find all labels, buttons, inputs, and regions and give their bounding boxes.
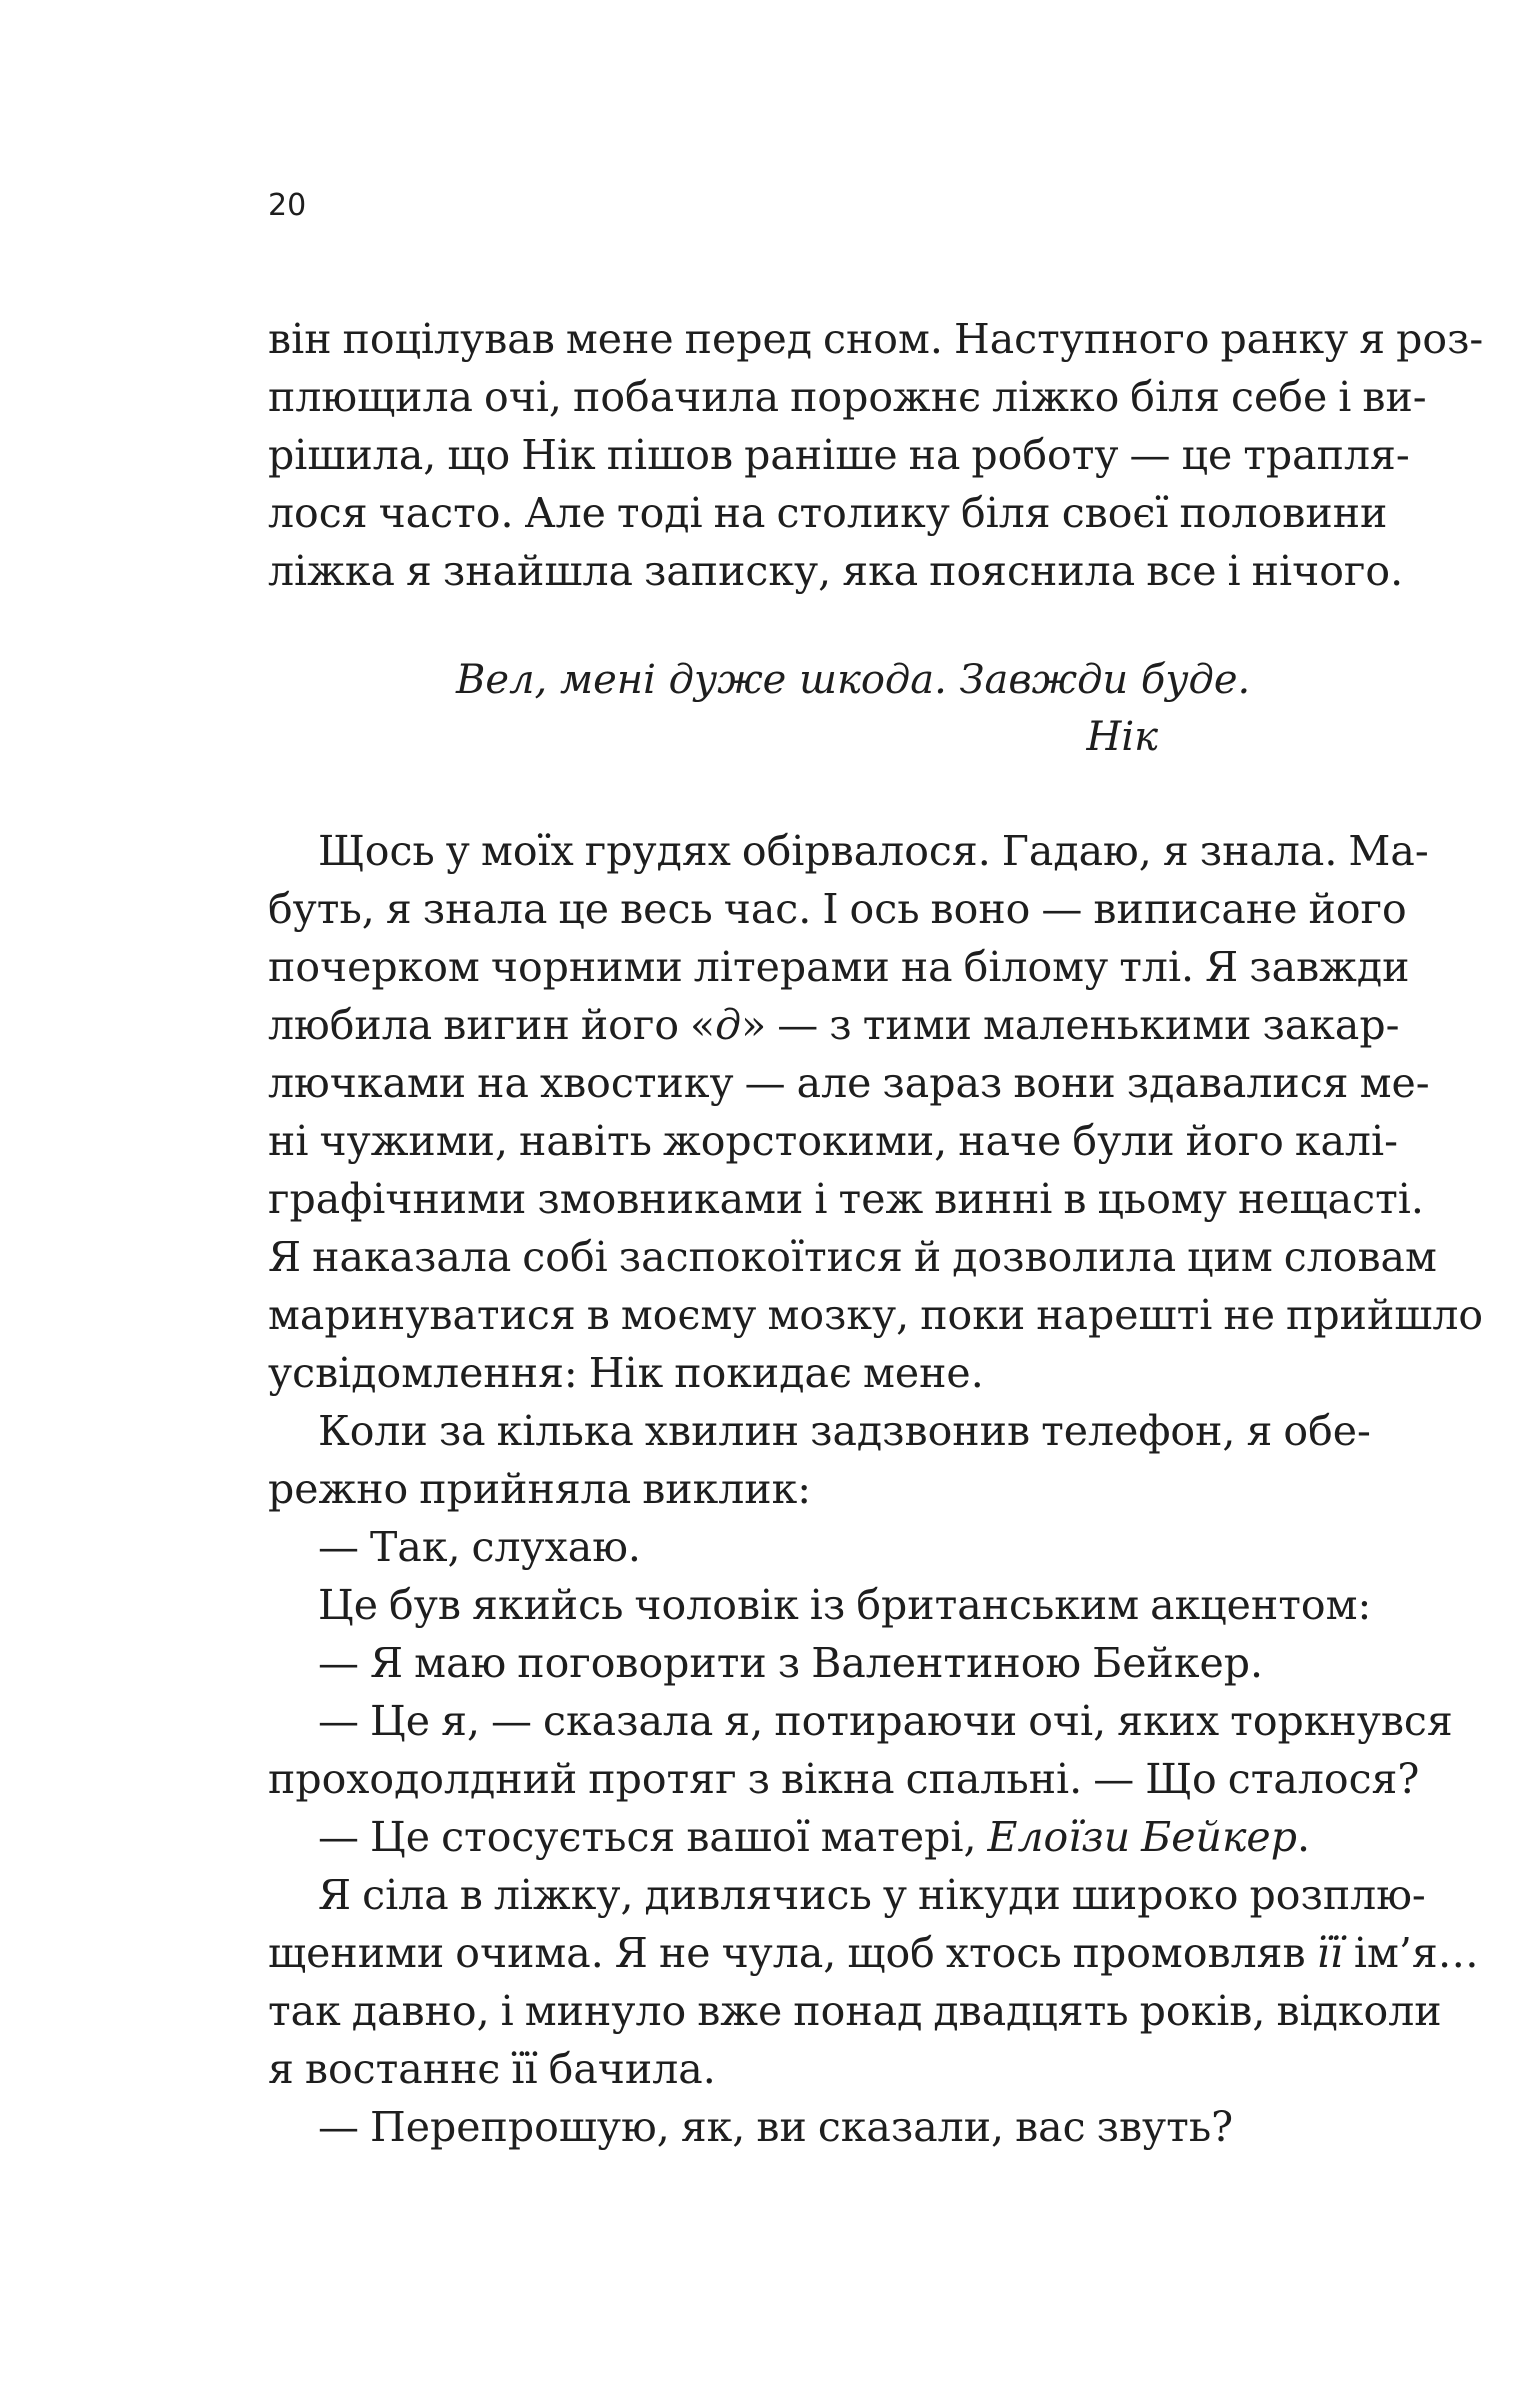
paragraph-continued: [268, 310, 1484, 600]
text-line: графічними змовниками і теж винні в цьому нещасті.: [268, 1175, 1424, 1223]
text-line: Я сіла в ліжку, дивлячись у нікуди широко розплю-: [318, 1871, 1426, 1919]
italic-letter: д: [715, 1001, 742, 1049]
text-line: плющила очі, побачила порожнє ліжко біля себе і ви-: [268, 373, 1427, 421]
text-line: маринуватися в моєму мозку, поки нарешті не прийшло: [268, 1291, 1484, 1339]
text-line: рішила, що Нік пішов раніше на роботу — це трапля-: [268, 431, 1410, 479]
text-segment: щеними очима. Я не чула, щоб хтось промовляв: [268, 1929, 1317, 1977]
text-segment: .: [1296, 1813, 1310, 1861]
dialogue-line: [268, 1808, 1348, 1866]
text-line: режно прийняла виклик:: [268, 1465, 812, 1513]
note-signature: Нік: [1086, 714, 1158, 760]
text-line: буть, я знала це весь час. І ось воно — виписане його: [268, 885, 1407, 933]
dialogue-line: — Так, слухаю.: [318, 1523, 641, 1571]
text-line: почерком чорними літерами на білому тлі. Я завжди: [268, 943, 1410, 991]
dialogue-line: — Перепрошую, як, ви сказали, вас звуть?: [318, 2103, 1234, 2151]
dialogue-line: — Це я, — сказала я, потираючи очі, яких торкнувся: [318, 1697, 1453, 1745]
italic-word: її: [1316, 1929, 1343, 1977]
italic-name: Елоїзи Бейкер: [987, 1813, 1297, 1861]
text-line: [268, 1924, 1479, 1982]
text-segment: любила вигин його «: [268, 1001, 716, 1049]
note-text: Вел, мені дуже шкода. Завжди буде.: [456, 657, 1251, 703]
text-segment: ім’я…: [1342, 1929, 1479, 1977]
main-text: [268, 822, 1484, 2156]
text-line: я востаннє її бачила.: [268, 2045, 716, 2093]
dialogue-line: — Я маю поговорити з Валентиною Бейкер.: [318, 1639, 1264, 1687]
text-line: ліжка я знайшла записку, яка пояснила все і нічого.: [268, 547, 1404, 595]
text-line: Я наказала собі заспокоїтися й дозволила цим словам: [268, 1233, 1437, 1281]
text-line: [268, 996, 1400, 1054]
text-line: Це був якийсь чоловік із британським акцентом:: [318, 1581, 1372, 1629]
text-line: лося часто. Але тоді на столику біля своєї половини: [268, 489, 1388, 537]
text-line: Щось у моїх грудях обірвалося. Гадаю, я знала. Ма-: [318, 827, 1429, 875]
text-segment: — Це стосується вашої матері,: [318, 1813, 988, 1861]
text-line: проходолдний протяг з вікна спальні. — Що сталося?: [268, 1755, 1420, 1803]
text-line: ні чужими, навіть жорстокими, наче були його калі-: [268, 1117, 1398, 1165]
text-segment: » — з тими маленькими закар-: [741, 1001, 1400, 1049]
text-line: так давно, і минуло вже понад двадцять років, відколи: [268, 1987, 1442, 2035]
text-line: Коли за кілька хвилин задзвонив телефон, я обе-: [318, 1407, 1371, 1455]
text-line: усвідомлення: Нік покидає мене.: [268, 1349, 984, 1397]
text-line: він поцілував мене перед сном. Наступного ранку я роз-: [268, 315, 1484, 363]
page-number: 20: [268, 188, 307, 223]
text-line: лючками на хвостику — але зараз вони здавалися ме-: [268, 1059, 1430, 1107]
